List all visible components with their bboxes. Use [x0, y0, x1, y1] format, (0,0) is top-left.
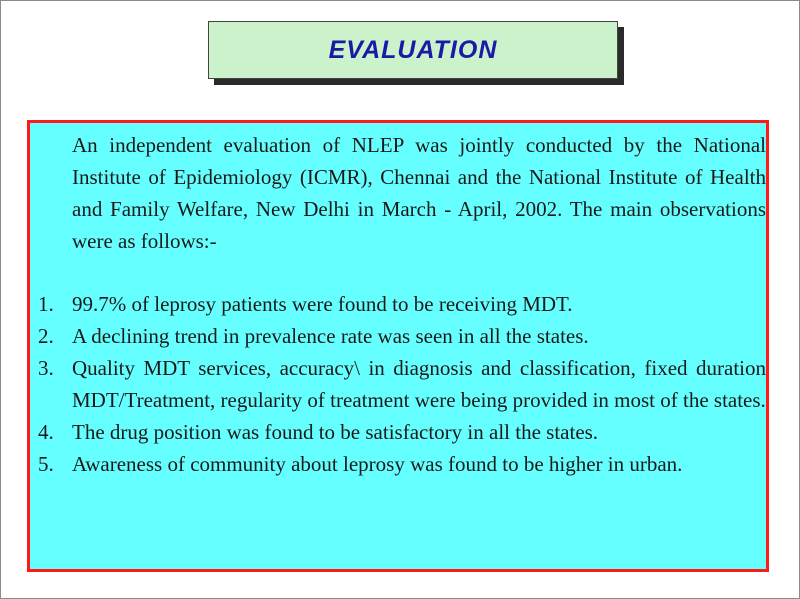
list-item	[38, 352, 766, 416]
list-item	[38, 416, 766, 448]
list-item-number: 3.	[38, 356, 54, 380]
list-item-text: A declining trend in prevalence rate was seen in all the states.	[72, 324, 589, 348]
list-item-number: 4.	[38, 420, 54, 444]
title-box	[208, 21, 618, 79]
list-item-text: The drug position was found to be satisfactory in all the states.	[72, 420, 599, 444]
list-item-number: 5.	[38, 452, 54, 476]
list-item-number: 1.	[38, 292, 54, 316]
list-item	[38, 320, 766, 352]
intro-paragraph: An independent evaluation of NLEP was jointly conducted by the National Institute of Epidemiology (ICMR), Chennai and the National Institute of Health and Family Welfare, New Delhi in March - April, 2002. The main observations were as follows:-	[72, 133, 766, 253]
list-item	[38, 288, 766, 320]
list-item-text: 99.7% of leprosy patients were found to be receiving MDT.	[72, 292, 573, 316]
list-item-number: 2.	[38, 324, 54, 348]
list-item	[38, 448, 766, 480]
list-item-text: Awareness of community about leprosy was found to be higher in urban.	[72, 452, 683, 476]
list-item-text: Quality MDT services, accuracy\ in diagnosis and classification, fixed duration MDT/Treatment, regularity of treatment were being provided in most of the states.	[72, 356, 766, 412]
content-box	[27, 120, 769, 572]
slide-title: EVALUATION	[328, 35, 498, 64]
observations-list	[38, 288, 766, 480]
